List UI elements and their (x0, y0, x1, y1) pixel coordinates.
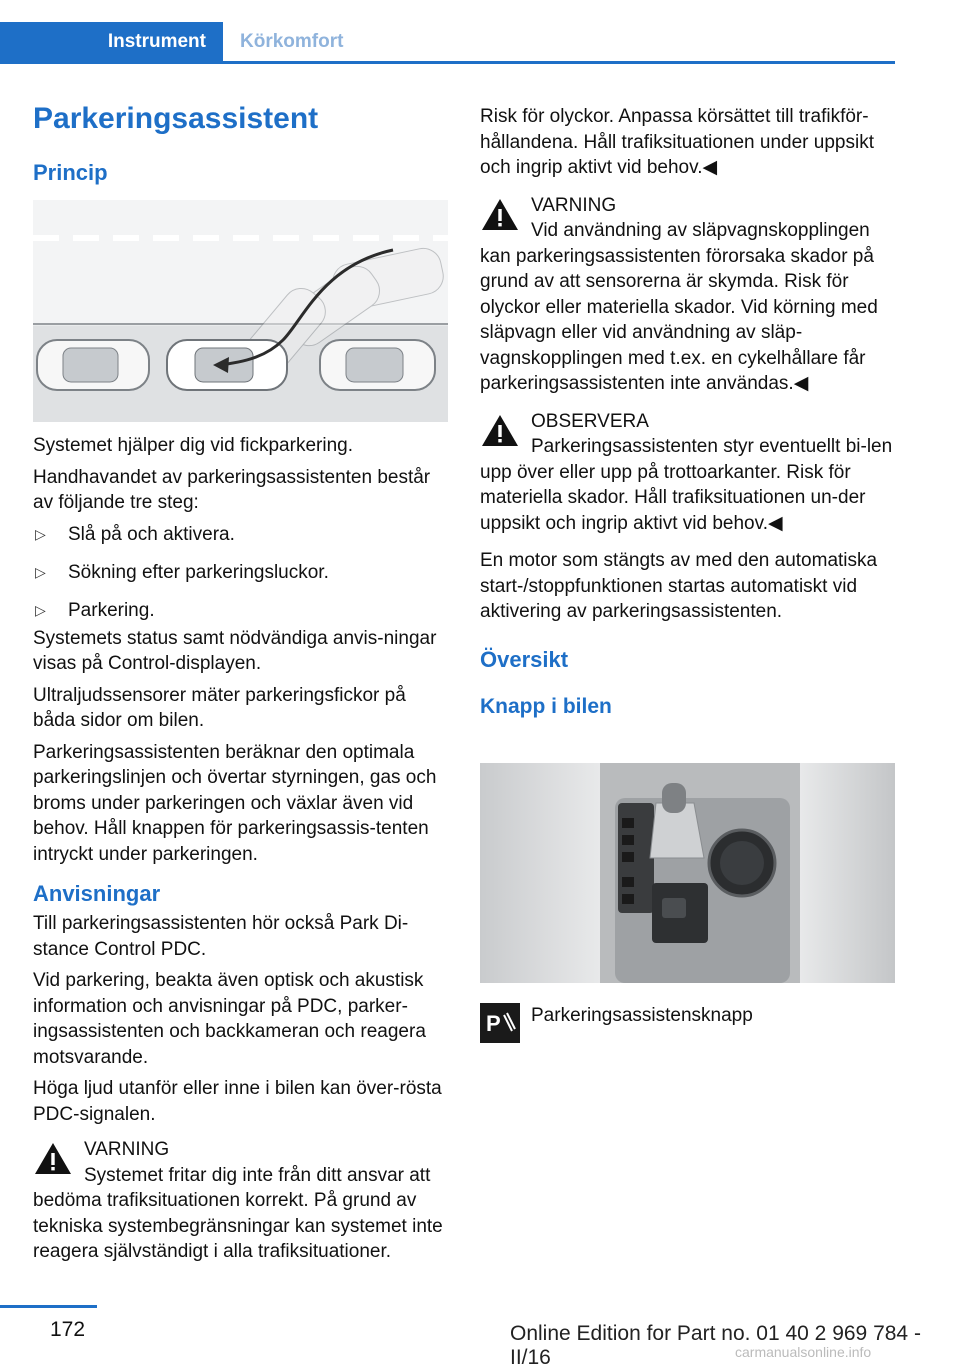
paragraph: Risk för olyckor. Anpassa körsättet till trafikför-hållandena. Håll trafiksituationen under uppsikt och ingrip aktivt vid behov.◀ (480, 106, 874, 178)
tab-korkomfort[interactable] (240, 22, 343, 62)
page-title: Parkeringsassistent (33, 102, 319, 135)
paragraph: Systemets status samt nödvändiga anvis-ningar visas på Control-displayen. (33, 627, 437, 674)
edition-text: Online Edition for Part no. 01 40 2 969 784 - II/16 (510, 1322, 921, 1369)
notice-box (480, 409, 898, 537)
paragraph: Vid parkering, beakta även optisk och akustisk information och anvisningar på PDC, parker-ingsassistenten och backkameran och reagera motsvarande. (33, 970, 426, 1068)
paragraph: Systemet hjälper dig vid fickparkering. (33, 435, 353, 456)
warning-triangle-icon (33, 1141, 73, 1177)
paragraph: Ultraljudssensorer mäter parkeringsfickor på båda sidor om bilen. (33, 684, 406, 731)
list-item-label: Slå på och aktivera. (68, 523, 235, 545)
warning-text: Systemet fritar dig inte från ditt ansvar att bedöma trafiksituationen korrekt. På grund av tekniska systembegränsningar kan systemet inte reagera självständigt i alla trafiksituationer. (33, 1164, 443, 1262)
warning-text: Vid användning av släpvagnskopplingen kan parkeringsassistenten förorsaka skador på grund av att sensorerna är skymda. Risk för olyckor eller materiella skador. Vid körning med släpvagn eller vid användning av släp-vagnskopplingen med t.ex. en cykelhållare får parkeringsassistenten inte användas.◀ (480, 220, 878, 394)
list-item-label: Sökning efter parkeringsluckor. (68, 561, 329, 583)
notes-heading: Anvisningar (33, 881, 161, 906)
warning-triangle-icon (480, 413, 520, 449)
button-caption-row (480, 1003, 898, 1036)
parked-car-right (320, 340, 435, 390)
notice-label: OBSERVERA (531, 410, 649, 432)
list-item-label: Parkering. (68, 599, 155, 621)
paragraph: Handhavandet av parkeringsassistenten består av följande tre steg: (33, 466, 431, 513)
bullet-triangle-icon: ▷ (35, 601, 46, 618)
parking-illustration (33, 200, 448, 422)
svg-text:P: P (486, 1011, 501, 1036)
warning-box (480, 193, 898, 397)
paragraph: Höga ljud utanför eller inne i bilen kan över-rösta PDC-signalen. (33, 1078, 442, 1125)
tab-korkomfort-label: Körkomfort (240, 31, 344, 52)
bullet-triangle-icon: ▷ (35, 563, 46, 580)
center-console-image (480, 763, 895, 983)
overview-heading: Översikt (480, 646, 569, 672)
page-number: 172 (50, 1318, 86, 1341)
principle-heading: Princip (33, 160, 108, 185)
paragraph: Parkeringsassistenten beräknar den optimala parkeringslinjen och övertar styrningen, gas och broms under parkeringen och växlar även vid behov. Håll knappen för parkeringsassis-tenten intryckt under parkeringen. (33, 741, 437, 865)
tab-instrument[interactable] (0, 22, 223, 62)
button-caption: Parkeringsassistensknapp (531, 1005, 753, 1026)
notice-text: Parkeringsassistenten styr eventuellt bi-len upp över eller upp på trottoarkanter. Risk för materiella skador. Håll trafiksituationen un-der uppsikt och ingrip aktivt vid behov.◀ (480, 436, 893, 534)
warning-label: VARNING (531, 194, 617, 216)
header-divider (0, 61, 895, 64)
paragraph: En motor som stängts av med den automatiska start-/stoppfunktionen startas automatiskt vid aktivering av parkeringsassistenten. (480, 550, 878, 622)
list-item (33, 598, 451, 626)
button-heading: Knapp i bilen (480, 694, 612, 718)
tab-instrument-label: Instrument (107, 31, 206, 52)
bullet-triangle-icon: ▷ (35, 525, 46, 542)
watermark: carmanualsonline.info (735, 1344, 872, 1360)
park-assist-button-icon (480, 1003, 520, 1043)
footer-divider (0, 1305, 97, 1308)
warning-box (33, 1137, 451, 1265)
parked-car-left (37, 340, 149, 390)
warning-triangle-icon (480, 197, 520, 233)
list-item (33, 522, 451, 560)
list-item (33, 560, 451, 598)
warning-label: VARNING (84, 1139, 170, 1160)
paragraph: Till parkeringsassistenten hör också Park Di-stance Control PDC. (33, 913, 409, 960)
